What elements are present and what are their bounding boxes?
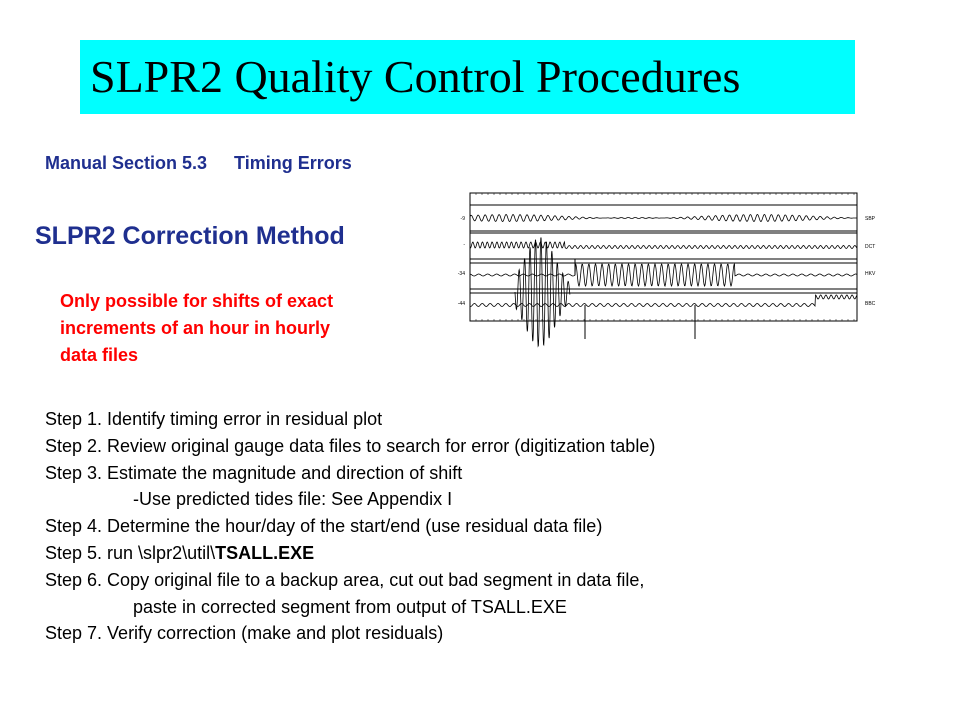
method-heading: SLPR2 Correction Method	[35, 222, 345, 250]
title-bar	[80, 40, 855, 114]
residual-plot-svg	[445, 187, 905, 374]
right-label: SBP	[865, 216, 876, 222]
note-text	[60, 288, 333, 369]
slide-title: SLPR2 Quality Control Procedures	[90, 51, 741, 102]
step-3: Step 3. Estimate the magnitude and direction of shift	[45, 462, 463, 483]
step-6-continued: paste in corrected segment from output of TSALL.EXE	[133, 596, 567, 617]
residual-plot	[445, 187, 905, 374]
step-5	[45, 540, 655, 567]
step-2: Step 2. Review original gauge data files to search for error (digitization table)	[45, 435, 656, 456]
step-5-text: Step 5. run \slpr2\util\	[45, 542, 216, 563]
right-label: HKV	[865, 271, 876, 277]
left-label: -44	[457, 301, 465, 307]
note-line: data files	[60, 345, 139, 365]
step-4: Step 4. Determine the hour/day of the start/end (use residual data file)	[45, 516, 603, 537]
steps-list	[45, 406, 655, 647]
trace-spike	[515, 238, 570, 346]
note-line: increments of an hour in hourly	[60, 318, 331, 338]
trace-hkv	[470, 264, 857, 286]
note-line: Only possible for shifts of exact	[60, 291, 334, 311]
left-label: -9	[460, 216, 465, 222]
step-7: Step 7. Verify correction (make and plot residuals)	[45, 623, 444, 644]
step-5-program: TSALL.EXE	[215, 542, 315, 563]
trace-sbp	[470, 215, 857, 222]
right-label: BBC	[865, 301, 876, 307]
step-3-subnote: -Use predicted tides file: See Appendix I	[133, 489, 453, 510]
plot-traces	[470, 215, 857, 347]
step-6: Step 6. Copy original file to a backup area, cut out bad segment in data file,	[45, 569, 645, 590]
left-label: -	[463, 242, 465, 248]
topic-label: Timing Errors	[234, 153, 352, 173]
step-1: Step 1. Identify timing error in residual plot	[45, 409, 383, 429]
manual-section-label: Manual Section 5.3	[45, 153, 208, 173]
manual-reference	[45, 153, 352, 174]
left-label: -34	[457, 271, 465, 277]
right-label: DCT	[865, 244, 876, 250]
trace-dct	[470, 242, 857, 249]
